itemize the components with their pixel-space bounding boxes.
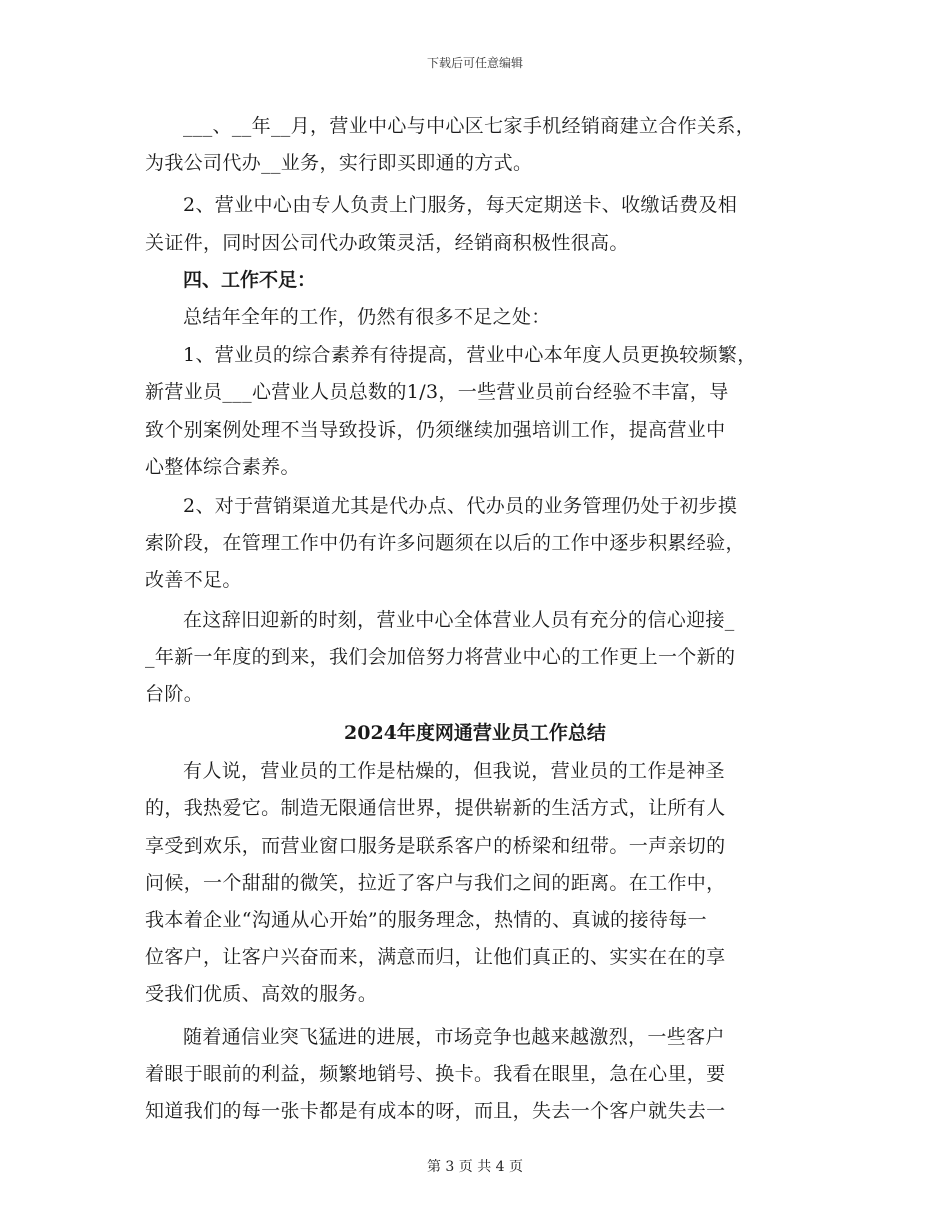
paragraph-line: 位客户，让客户兴奋而来，满意而归，让他们真正的、实实在在的享 xyxy=(145,946,726,969)
page-number: 第 3 页 共 4 页 xyxy=(426,1159,524,1175)
paragraph-line: 在这辞旧迎新的时刻，营业中心全体营业人员有充分的信心迎接_ xyxy=(183,608,735,631)
paragraph-line: ___、__年__月，营业中心与中心区七家手机经销商建立合作关系， xyxy=(183,115,756,137)
paragraph-line: 享受到欢乐，而营业窗口服务是联系客户的桥梁和纽带。一声亲切的 xyxy=(145,834,726,857)
paragraph-line: 1、营业员的综合素养有待提高，营业中心本年度人员更换较频繁， xyxy=(183,344,757,367)
paragraph-line: 知道我们的每一张卡都是有成本的呀，而且，失去一个客户就失去一 xyxy=(145,1100,726,1123)
paragraph-line: 受我们优质、高效的服务。 xyxy=(145,983,378,1006)
paragraph-line: 随着通信业突飞猛进的进展，市场竞争也越来越激烈，一些客户 xyxy=(183,1025,725,1048)
paragraph-line: 索阶段，在管理工作中仍有许多问题须在以后的工作中逐步积累经验， xyxy=(145,532,745,555)
paragraph-line: 2、对于营销渠道尤其是代办点、代办员的业务管理仍处于初步摸 xyxy=(183,495,738,518)
paragraph-line: 关证件，同时因公司代办政策灵活，经销商积极性很高。 xyxy=(145,231,629,254)
paragraph xyxy=(145,488,805,600)
paragraph-line: 为我公司代办__业务，实行即买即通的方式。 xyxy=(145,152,533,175)
document-title: 2024年度网通营业员工作总结 xyxy=(344,722,606,745)
paragraph-line: 我本着企业“沟通从心开始”的服务理念，热情的、真诚的接待每一 xyxy=(145,909,707,932)
paragraph xyxy=(145,1019,805,1131)
paragraph xyxy=(145,753,805,1013)
paragraph-line: 有人说，营业员的工作是枯燥的，但我说，营业员的工作是神圣 xyxy=(183,760,725,783)
paragraph-line: 总结年全年的工作，仍然有很多不足之处： xyxy=(183,306,551,329)
paragraph-line: 的，我热爱它。制造无限通信世界，提供崭新的生活方式，让所有人 xyxy=(145,797,726,820)
paragraph-line: 新营业员___心营业人员总数的1/3，一些营业员前台经验不丰富，导 xyxy=(145,381,729,404)
paragraph-line: 改善不足。 xyxy=(145,569,242,592)
paragraph-line: 2、营业中心由专人负责上门服务，每天定期送卡、收缴话费及相 xyxy=(183,194,738,217)
paragraph-line: 台阶。 xyxy=(145,683,204,706)
paragraph-line: 心整体综合素养。 xyxy=(145,455,300,478)
paragraph xyxy=(145,602,805,714)
paragraph xyxy=(145,108,805,182)
paragraph-line: 致个别案例处理不当导致投诉，仍须继续加强培训工作，提高营业中 xyxy=(145,418,726,441)
paragraph xyxy=(145,187,805,261)
paragraph-line: 问候，一个甜甜的微笑，拉近了客户与我们之间的距离。在工作中， xyxy=(145,871,726,894)
paragraph xyxy=(145,337,805,486)
document-body xyxy=(145,108,805,1130)
paragraph-line: _年新一年度的到来，我们会加倍努力将营业中心的工作更上一个新的 xyxy=(145,645,736,668)
page-header-note: 下载后可任意编辑 xyxy=(426,56,523,70)
paragraph xyxy=(145,299,805,336)
paragraph-line: 着眼于眼前的利益，频繁地销号、换卡。我看在眼里，急在心里，要 xyxy=(145,1062,726,1085)
section-heading: 四、工作不足： xyxy=(183,268,317,291)
